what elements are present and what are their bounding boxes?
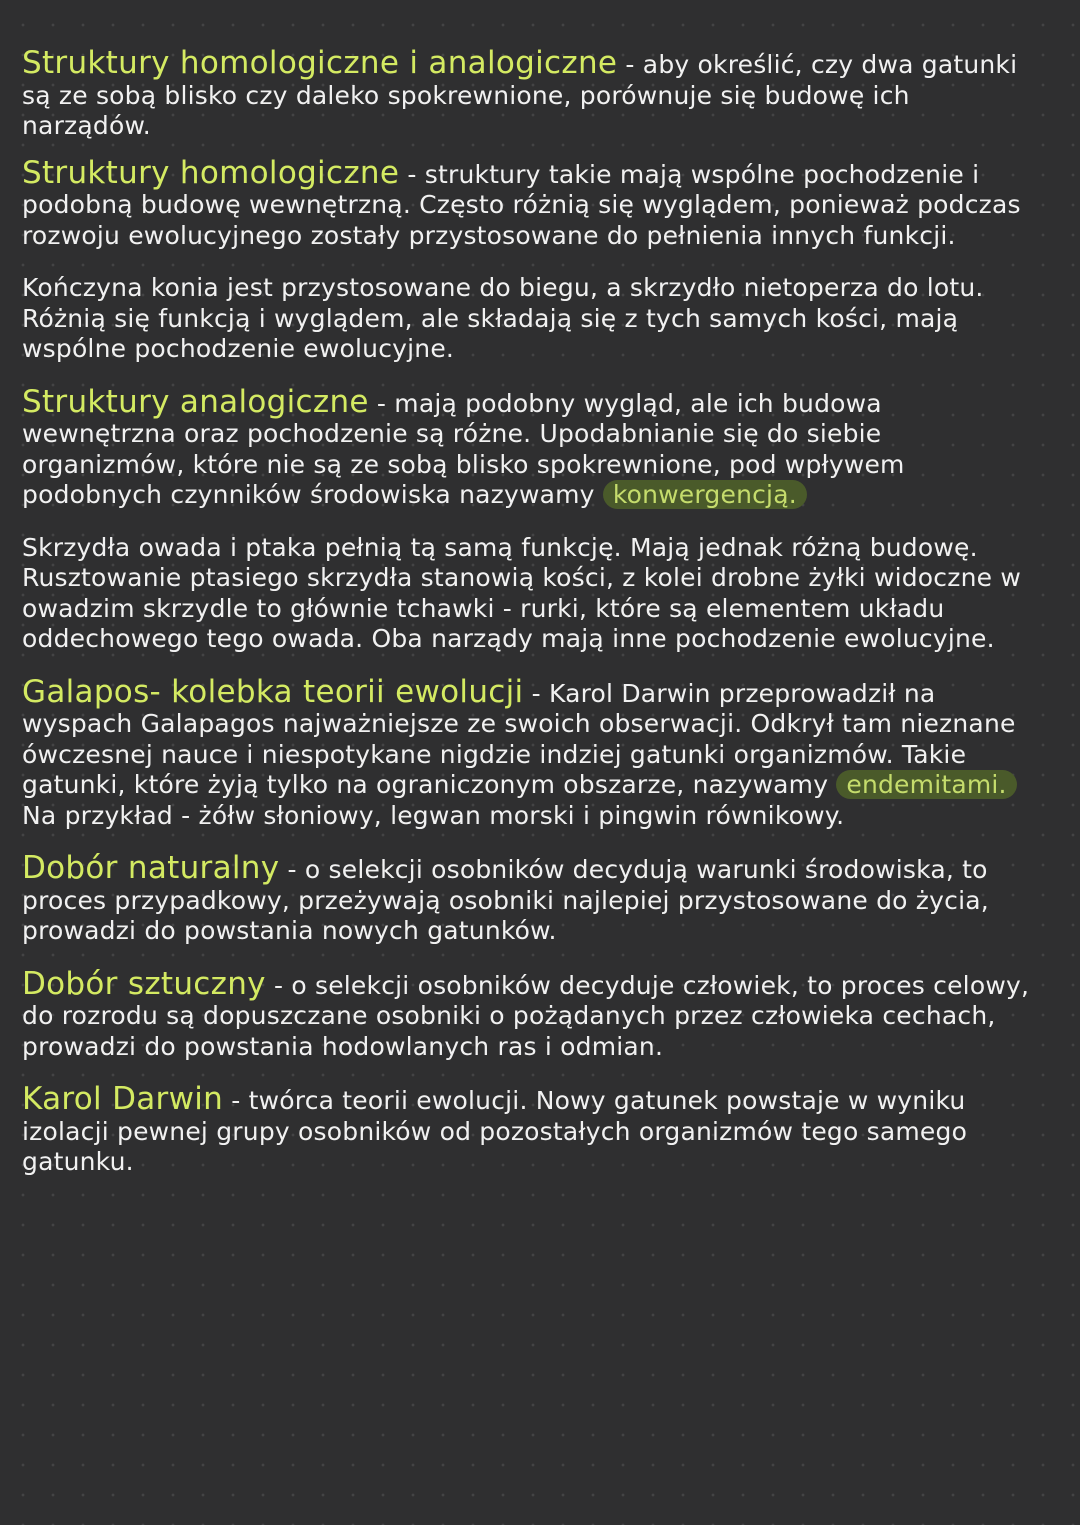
note-text: Skrzydła owada i ptaka pełnią tą samą funkcję. Mają jednak różną budowę. Rusztowanie ptasiego skrzydła stanowią kości, z kolei drobne żyłki widoczne w owadzim skrzydle to głównie tchawki - rurki, które są elementem układu oddechowego tego owada. Oba narządy mają inne pochodzenie ewolucyjne.	[22, 532, 1021, 653]
note-text: - twórca teorii ewolucji. Nowy gatunek powstaje w wyniku izolacji pewnej grupy osobników od pozostałych organizmów tego samego gatunku.	[22, 1086, 968, 1176]
note-text: - o selekcji osobników decydują warunki środowiska, to proces przypadkowy, przeżywają osobniki najlepiej przystosowane do życia, prowadzi do powstania nowych gatunków.	[22, 855, 989, 945]
note-galapagos	[22, 673, 1042, 832]
note-text: Na przykład - żółw słoniowy, legwan morski i pingwin równikowy.	[22, 800, 845, 830]
term-heading: Dobór sztuczny	[22, 965, 266, 1002]
note-homologous-analogous	[22, 45, 1042, 142]
example-analogous	[22, 533, 1042, 655]
note-darwin	[22, 1081, 1042, 1178]
term-heading: Struktury homologiczne i analogiczne	[22, 45, 618, 81]
note-artificial-selection	[22, 965, 1042, 1063]
note-text: - struktury takie mają wspólne pochodzenie i podobną budowę wewnętrzną. Często różnią się wyglądem, ponieważ podczas rozwoju ewolucyjnego zostały przystosowane do pełnienia innych funkcji.	[22, 159, 1021, 250]
note-text: - Karol Darwin przeprowadził na wyspach Galapagos najważniejsze ze swoich obserwacji. Odkrył tam nieznane ówczesnej nauce i niespotykane nigdzie indziej gatunki organizmów. Takie gatunki, które żyją tylko na ograniczonym obszarze, nazywamy	[22, 678, 1016, 799]
term-heading: Karol Darwin	[22, 1081, 224, 1117]
note-text: - o selekcji osobników decyduje człowiek, to proces celowy, do rozrodu są dopuszczane osobniki o pożądanych przez człowieka cechach, prowadzi do powstania hodowlanych ras i odmian.	[22, 970, 1030, 1061]
term-heading: Struktury homologiczne	[22, 154, 400, 191]
term-heading: Struktury analogiczne	[22, 383, 369, 420]
highlight-endemics: endemitami.	[836, 770, 1016, 799]
note-homologous	[22, 154, 1042, 252]
note-text: - mają podobny wygląd, ale ich budowa wewnętrzna oraz pochodzenie są różne. Upodabnianie się do siebie organizmów, które nie są ze sobą blisko spokrewnione, pod wpływem podobnych czynników środowiska nazywamy	[22, 388, 905, 509]
note-natural-selection	[22, 850, 1042, 947]
note-analogous	[22, 383, 1042, 511]
term-heading: Dobór naturalny	[22, 850, 280, 886]
note-text: Kończyna konia jest przystosowane do biegu, a skrzydło nietoperza do lotu. Różnią się funkcją i wyglądem, ale składają się z tych samych kości, mają wspólne pochodzenie ewolucyjne.	[22, 273, 984, 363]
note-text: - aby określić, czy dwa gatunki są ze sobą blisko czy daleko spokrewnione, porównuje się budowę ich narządów.	[22, 50, 1018, 140]
example-homologous	[22, 273, 1042, 365]
term-heading: Galapos- kolebka teorii ewolucji	[22, 673, 524, 710]
highlight-convergence: konwergencją.	[603, 480, 807, 509]
